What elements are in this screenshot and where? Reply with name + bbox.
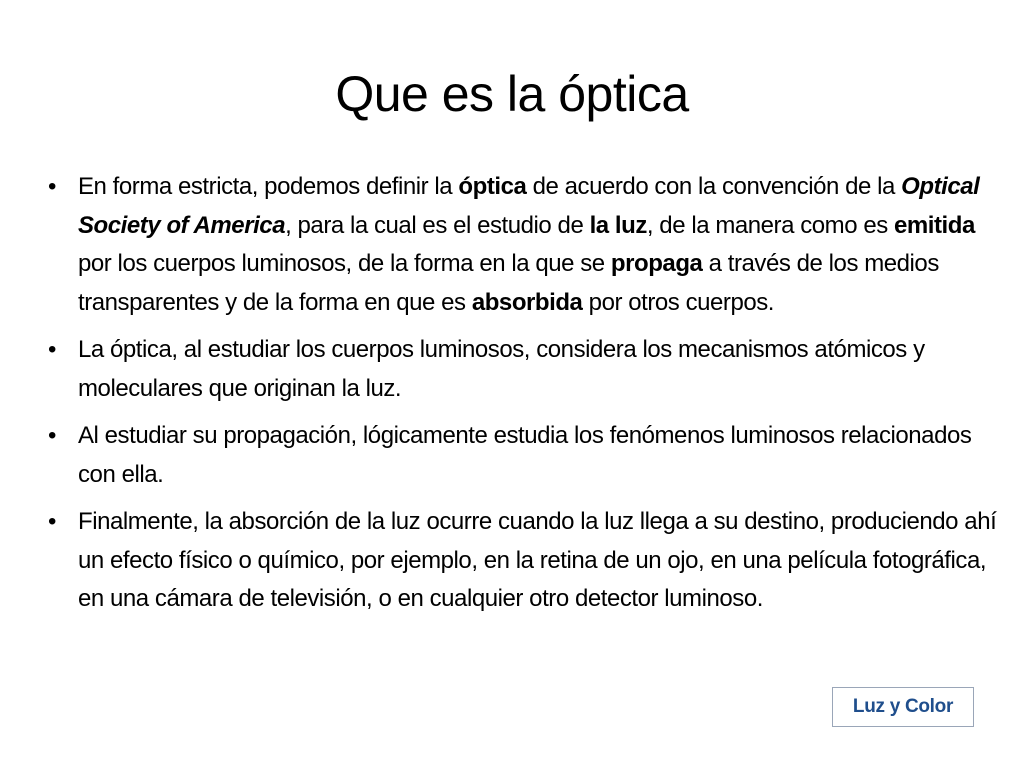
- bullet-dot: •: [48, 336, 56, 363]
- bullet-dot: •: [48, 173, 56, 200]
- bullet-text-segment: , para la cual es el estudio de: [285, 211, 590, 239]
- bullet-text: Al estudiar su propagación, lógicamente estudia los fenómenos luminosos relacionados con ella.: [78, 422, 972, 488]
- bullet-item: [48, 417, 998, 494]
- bullet-text: Finalmente, la absorción de la luz ocurre cuando la luz llega a su destino, produciendo ahí un efecto físico o químico, por ejemplo, en la retina de un ojo, en una película fotográfica, en una cámara de televisión, o en cualquier otro detector luminoso.: [78, 508, 997, 612]
- bullet-list: [48, 168, 998, 628]
- footer-label-box: [832, 687, 974, 727]
- bullet-item: [48, 503, 998, 619]
- footer-label: Luz y Color: [852, 696, 954, 717]
- bullet-dot: •: [48, 508, 56, 535]
- bold-italic-society-name: Optical Society of America: [78, 173, 980, 239]
- bold-term-emitida: emitida: [894, 211, 975, 239]
- slide-title: Que es la óptica: [335, 66, 689, 122]
- bullet-text-segment: En forma estricta, podemos definir la: [78, 173, 459, 200]
- bullet-dot: •: [48, 422, 56, 449]
- bold-term-optica: óptica: [458, 173, 527, 200]
- bullet-text-segment: por otros cuerpos.: [582, 288, 775, 316]
- bullet-text: [78, 173, 979, 316]
- bullet-item: [48, 331, 998, 408]
- bullet-text-segment: a través de los medios transparentes y de la forma en que es: [78, 250, 939, 316]
- bullet-text: La óptica, al estudiar los cuerpos luminosos, considera los mecanismos atómicos y moleculares que originan la luz.: [78, 336, 925, 402]
- bullet-text-segment: por los cuerpos luminosos, de la forma en la que se: [78, 250, 611, 277]
- bold-term-la-luz: la luz: [589, 211, 647, 239]
- bullet-text-segment: , de la manera como es: [646, 211, 894, 239]
- bold-term-absorbida: absorbida: [471, 288, 583, 316]
- bullet-text-segment: de acuerdo con la convención de la: [526, 173, 902, 200]
- bold-term-propaga: propaga: [610, 250, 703, 277]
- bullet-item: [48, 168, 998, 322]
